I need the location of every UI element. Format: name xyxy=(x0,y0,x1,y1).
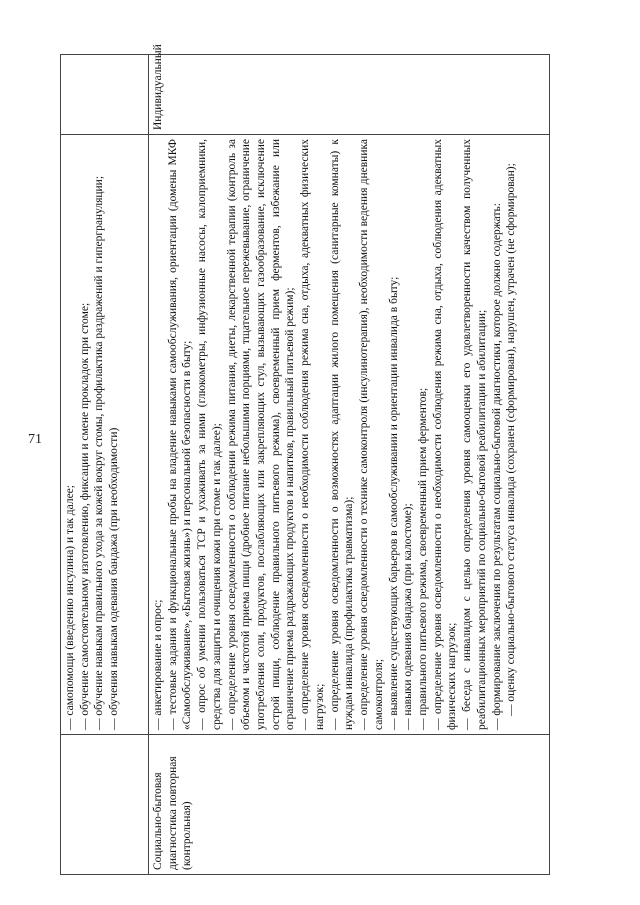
measure-line: — обучение самостоятельному изготовлению, фиксации и смене прокладок при стоме; xyxy=(78,302,91,730)
measure-line: — анкетирование и опрос; xyxy=(152,599,164,730)
table-row-training xyxy=(61,55,149,875)
page-number: 71 xyxy=(28,432,42,447)
measure-line: — определение уровня осведомленности о необходимости соблюдения режима сна, отдыха, адекватных физических нагрузок; xyxy=(299,139,326,730)
measure-line: — навыки одевания бандажа (при калостоме); xyxy=(402,503,415,730)
form-cell: Индивидуальный xyxy=(149,55,550,135)
table-row-diagnostics xyxy=(149,55,550,875)
measure-line: — самопомощи (введению инсулина) и так далее; xyxy=(64,485,76,730)
measure-line: — обучения навыкам одевания бандажа (при необходимости) xyxy=(108,427,121,730)
rehabilitation-table xyxy=(60,44,550,875)
measure-line: — определение уровня осведомленности о соблюдении режима питания, диеты, лекарственной терапии (контроль за объемом и частотой приема пищи (дробное питание небольшими порциями, тщательное пережевывание, ограничение употребления соли, продуктов, послабляющих или закрепляющих стул, вызывающих газообразование, исключение острой пищи, соблюдение правильного питьевого режима), своевременный прием ферментов, избежание или ограничение приема раздражающих продуктов и напитков, правильный питьевой режим); xyxy=(225,139,297,730)
measure-line: — опрос об умении пользоваться ТСР и ухаживать за ними (глюкометры, инфузионные насосы, калоприемники, средства для защиты и очищения кожи при стоме и так далее); xyxy=(196,139,223,730)
measure-line: — тестовые задания и функциональные пробы на владение навыками самообслуживания, ориентации (домены МКФ «Самообслуживание», «Бытовая жизнь») и персональной безопасности в быту; xyxy=(166,139,194,730)
measure-subline: — оценку социально-бытового статуса инвалида (сохранен (сформирован), нарушен, утрачен (не сформирован); xyxy=(505,163,518,716)
section-name-cell xyxy=(61,735,149,875)
measure-line: — правильного питьевого режима, своевременный прием ферментов; xyxy=(416,387,429,730)
measure-line: — определение уровня осведомленности о возможностях адаптации жилого помещения (санитарные комнаты) к нуждам инвалида (профилактика травматизма); xyxy=(328,139,356,730)
measure-line: — беседа с инвалидом с целью определения уровня самооценки его удовлетворенности качеством полученных реабилитационных мероприятий по социально-бытовой реабилитации и абилитации; xyxy=(461,139,488,730)
measure-line: — определение уровня осведомленности о необходимости соблюдения режима сна, отдыха, соблюдения адекватных физических нагрузок; xyxy=(431,139,459,730)
measure-line: — выявление существующих барьеров в самообслуживании и ориентации инвалида в быту; xyxy=(387,276,400,730)
measure-line: — определение уровня осведомленности о технике самоконтроля (инсулинотерапия), необходимости ведения дневника самоконтроля; xyxy=(358,139,385,730)
rotated-page-content xyxy=(60,44,550,875)
measure-line: — формирование заключения по результатам социально-бытовой диагностики, которое должно содержать: xyxy=(490,203,503,730)
measures-cell xyxy=(61,135,149,735)
measures-cell xyxy=(149,135,550,735)
form-cell xyxy=(61,55,149,135)
measure-line: — обучение навыкам правильного ухода за кожей вокруг стомы, профилактика раздражений и гипергрануляции; xyxy=(93,175,106,730)
section-name-cell: Социально-бытовая диагностика повторная (контрольная) xyxy=(149,735,550,875)
